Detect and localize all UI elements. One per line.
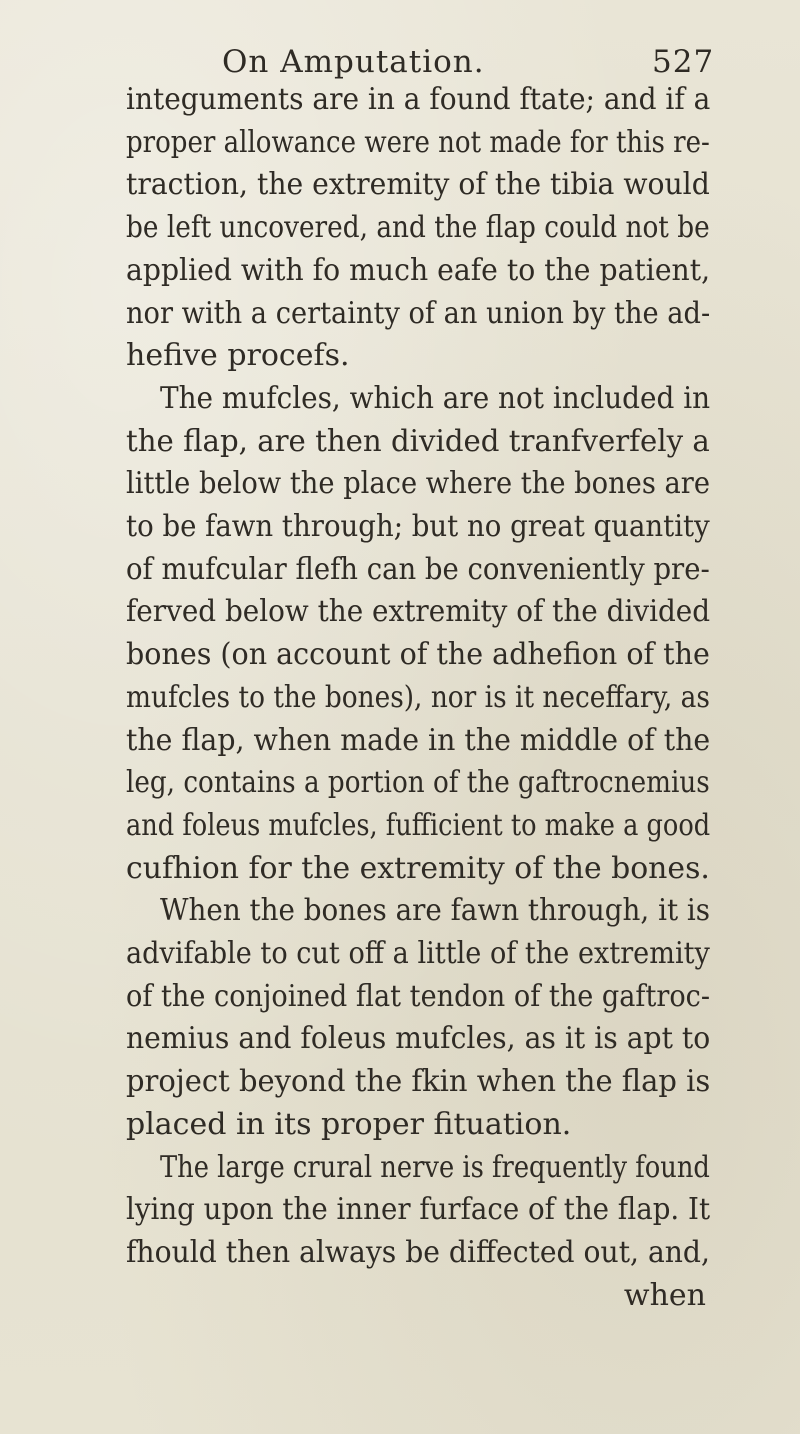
- page-header: [222, 44, 800, 84]
- text-line: integuments are in a found ftate; and if a: [126, 82, 711, 117]
- text-line: of the conjoined flat tendon of the gaftroc-: [126, 979, 711, 1014]
- text-line: little below the place where the bones are: [126, 466, 711, 501]
- text-line: bones (on account of the adhefion of the: [126, 637, 710, 672]
- text-line: ferved below the extremity of the divided: [126, 594, 711, 629]
- text-line: mufcles to the bones), nor is it neceffary, as: [126, 680, 710, 715]
- text-line: traction, the extremity of the tibia would: [126, 167, 710, 202]
- text-line: the flap, are then divided tranfverfely a: [126, 424, 710, 459]
- page-number: 527: [652, 44, 715, 80]
- text-line: applied with fo much eafe to the patient,: [126, 253, 711, 288]
- text-line: leg, contains a portion of the gaftrocnemius: [126, 765, 710, 800]
- text-line: fhould then always be diffected out, and,: [126, 1235, 710, 1270]
- text-line: hefive procefs.: [126, 338, 350, 373]
- text-line: cufhion for the extremity of the bones.: [126, 851, 710, 886]
- text-line: and foleus mufcles, fufficient to make a good: [126, 808, 711, 843]
- running-title: On Amputation.: [222, 44, 485, 80]
- text-line: nor with a certainty of an union by the ad-: [126, 296, 711, 331]
- text-line: be left uncovered, and the flap could not be: [126, 210, 710, 245]
- text-line: project beyond the fkin when the flap is: [126, 1064, 711, 1099]
- text-line: placed in its proper fituation.: [126, 1107, 572, 1142]
- text-line: nemius and foleus mufcles, as it is apt to: [126, 1021, 711, 1056]
- text-line: proper allowance were not made for this re-: [126, 125, 710, 160]
- text-line: when: [623, 1278, 706, 1313]
- text-line: advifable to cut off a little of the extremity: [126, 936, 710, 971]
- text-line: the flap, when made in the middle of the: [126, 723, 711, 758]
- text-line: The large crural nerve is frequently found: [160, 1150, 710, 1185]
- text-line: When the bones are fawn through, it is: [160, 893, 711, 928]
- text-line: The mufcles, which are not included in: [160, 381, 711, 416]
- text-line: of mufcular flefh can be conveniently pre-: [126, 552, 710, 587]
- text-line: lying upon the inner furface of the flap. It: [126, 1192, 711, 1227]
- text-line: to be fawn through; but no great quantity: [126, 509, 710, 544]
